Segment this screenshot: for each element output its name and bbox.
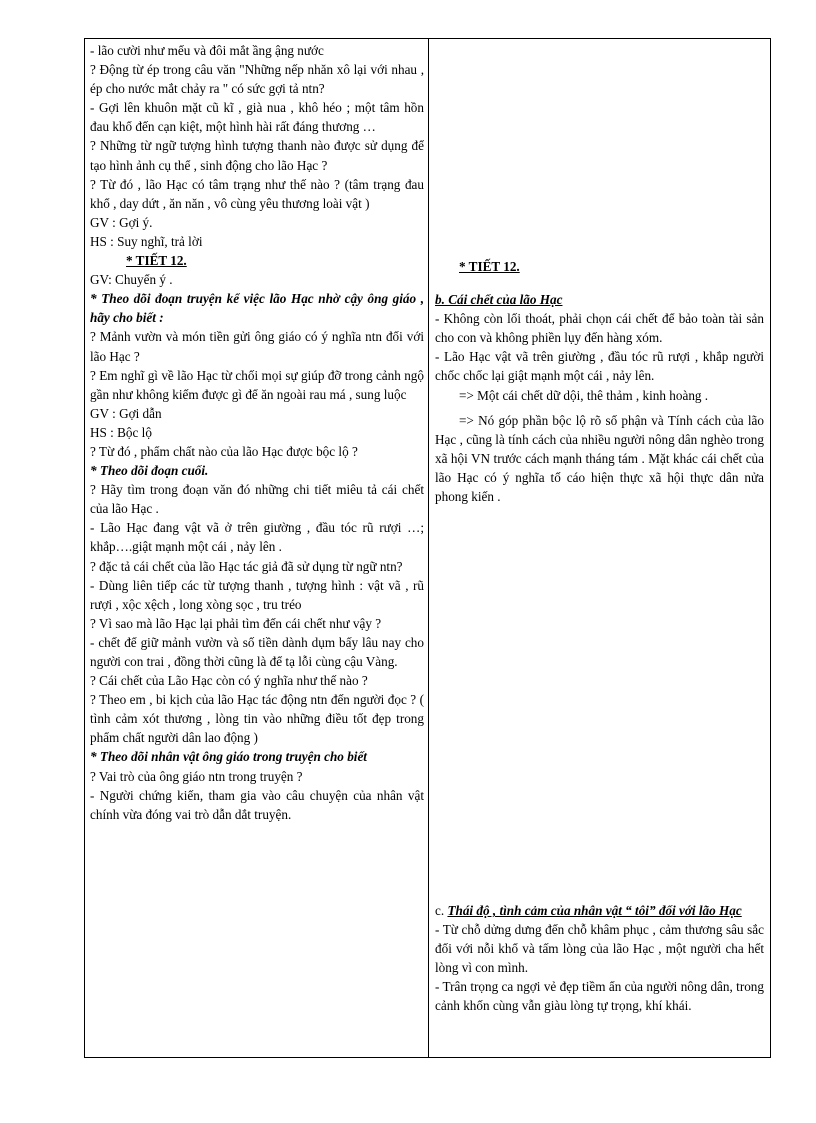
left-paragraph: HS : Bộc lộ: [90, 424, 152, 440]
left-paragraph: * Theo dõi nhân vật ông giáo trong truyện cho biết: [90, 749, 367, 765]
left-paragraph: GV: Chuyển ý .: [90, 272, 173, 288]
left-paragraph: * Theo dõi đoạn truyện kể việc lão Hạc nhờ cậy ông giáo , hãy cho biết :: [90, 291, 424, 326]
left-paragraph: ? Theo em , bi kịch của lão Hạc tác động ntn đến người đọc ? ( tình cảm xót thương , lòng tin vào những điều tốt đẹp trong phẩm chất người dân lao động ): [90, 692, 424, 746]
left-paragraph: - Người chứng kiến, tham gia vào câu chuyện của nhân vật chính vừa đóng vai trò dẫn dắt truyện.: [90, 787, 424, 822]
left-paragraph: ? Hãy tìm trong đoạn văn đó những chi tiết miêu tả cái chết của lão Hạc .: [90, 482, 424, 517]
section-c-block: [435, 901, 764, 1016]
left-paragraph: ? Vì sao mà lão Hạc lại phải tìm đến cái chết như vậy ?: [90, 615, 382, 631]
section-c-prefix: c.: [435, 903, 448, 918]
left-paragraph: ? Vai trò của ông giáo ntn trong truyện ?: [90, 768, 303, 784]
left-paragraph: ? Mảnh vườn và món tiền gửi ông giáo có ý nghĩa ntn đối với lão Hạc ?: [90, 329, 424, 364]
left-paragraph: HS : Suy nghĩ, trả lời: [90, 233, 203, 249]
left-paragraph: ? Từ đó , phẩm chất nào của lão Hạc được bộc lộ ?: [90, 443, 358, 459]
left-paragraph: - Lão Hạc đang vật vã ở trên giường , đầu tóc rũ rượi …; khắp….giật mạnh một cái , nảy lên .: [90, 520, 424, 555]
left-paragraph: ? Từ đó , lão Hạc có tâm trạng như thế nào ? (tâm trạng đau khổ , day dứt , ăn năn , vô cùng yêu thương loài vật ): [90, 176, 424, 211]
lesson-table: [84, 38, 771, 1058]
left-paragraph: ? đặc tả cái chết của lão Hạc tác giả đã sử dụng từ ngữ ntn?: [90, 558, 403, 574]
left-paragraph: - Dùng liên tiếp các từ tượng thanh , tượng hình : vật vã , rũ rượi , xộc xệch , long xòng sọc , tru tréo: [90, 577, 424, 612]
right-heading-tiet-12: * TIẾT 12.: [459, 259, 520, 274]
left-paragraph: - lão cười như mếu và đôi mắt ầng ậng nước: [90, 43, 324, 58]
section-c-line: - Trân trọng ca ngợi vẻ đẹp tiềm ẩn của người nông dân, trong cảnh khốn cùng vẫn giàu lòng tự trọng, khí khái.: [435, 979, 764, 1014]
section-b-block: [435, 257, 764, 506]
left-paragraph: * TIẾT 12.: [126, 253, 187, 269]
left-paragraph: - chết để giữ mảnh vườn và số tiền dành dụm bấy lâu nay cho người con trai , đồng thời cũng là để tạ lỗi cùng cậu Vàng.: [90, 634, 424, 669]
left-paragraph: GV : Gợi dẫn: [90, 405, 162, 421]
left-paragraph: ? Em nghĩ gì về lão Hạc từ chối mọi sự giúp đỡ trong cảnh ngộ gần như không kiếm được gì để ăn ngoài rau má , sung luộc: [90, 367, 424, 402]
left-paragraph: ? Cái chết của Lão Hạc còn có ý nghĩa như thế nào ?: [90, 673, 368, 689]
section-c-title-line: [435, 901, 764, 920]
left-paragraph: - Gợi lên khuôn mặt cũ kĩ , già nua , khô héo ; một tâm hồn đau khổ đến cạn kiệt, một hình hài rất đáng thương …: [90, 100, 424, 135]
left-paragraph: ? Những từ ngữ tượng hình tượng thanh nào được sử dụng để tạo hình ảnh cụ thể , sinh động cho lão Hạc ?: [90, 138, 424, 173]
content-column: [429, 39, 770, 1057]
left-paragraph: ? Động từ ép trong câu văn "Những nếp nhăn xô lại với nhau , ép cho nước mắt chảy ra " có sức gợi tả ntn?: [90, 62, 424, 97]
left-paragraph: GV : Gợi ý.: [90, 214, 153, 230]
teacher-activity-column: [85, 39, 429, 1057]
section-b-line: - Lão Hạc vật vã trên giường , đầu tóc rũ rượi , khắp người chốc chốc lại giật mạnh một cái , nảy lên.: [435, 349, 764, 384]
section-b-conclusion: => Một cái chết dữ dội, thê thảm , kinh hoàng .: [459, 387, 709, 403]
section-c-line: - Từ chỗ dửng dưng đến chỗ khâm phục , cảm thương sâu sắc đối với nỗi khổ và tấm lòng của lão Hạc , một người cha hết lòng vì con mình.: [435, 922, 764, 976]
section-b-conclusion: => Nó góp phần bộc lộ rõ số phận và Tính cách của lão Hạc , cũng là tính cách của nhiều người nông dân nghèo trong xã hội VN trước cách mạnh tháng tám . Mặt khác cái chết của lão Hạc có ý nghĩa tố cáo hiện thực xã hội thực dân nửa phong kiến .: [435, 412, 764, 505]
section-c-title: Thái độ , tình cảm của nhân vật “ tôi” đối với lão Hạc: [447, 903, 742, 918]
left-paragraph: * Theo dõi đoạn cuối.: [90, 463, 209, 479]
section-b-title: b. Cái chết của lão Hạc: [435, 292, 563, 308]
section-b-line: - Không còn lối thoát, phải chọn cái chết để bảo toàn tài sản cho con và không phiền lụy đến hàng xóm.: [435, 311, 764, 346]
